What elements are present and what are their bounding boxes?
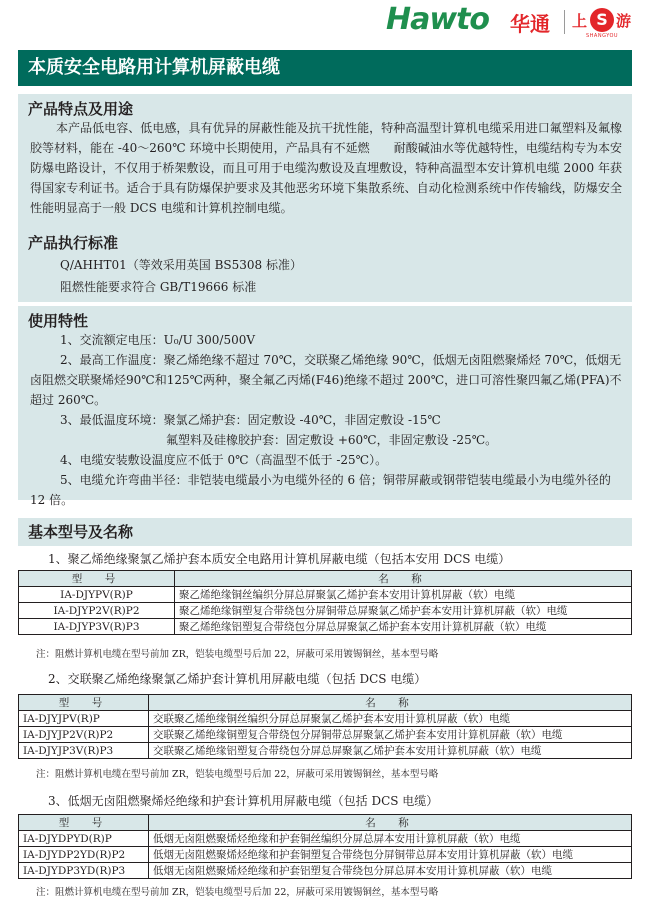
partner-logo <box>572 8 644 38</box>
name-cell: 交联聚乙烯绝缘铝塑复合带绕包分屏总屏聚氯乙烯护套本安用计算机屏蔽（软）电缆 <box>149 743 632 759</box>
hawto-logo-cn: 华通 <box>510 12 550 36</box>
logo-divider <box>564 10 565 34</box>
features-body: 本产品低电容、低电感，具有优异的屏蔽性能及抗干扰性能，特种高温型计算机电缆采用进口氟塑料及氟橡胶等材料，能在 -40～260℃ 环境中长期使用，产品具有不延燃 耐酸碱油水等优越特性，电缆结构专为本安防爆电路设计，不仅用于桥架敷设，而且可用于电缆沟敷设及直埋敷设，特种高温型本安计算机电缆 2000 年获得国家专利证书。适合于具有防爆保护要求及其他恶劣环境下集散系统、自动化检测系统中作传输线，防爆安全性能明显高于一般 DCS 电缆和计算机控制电缆。 <box>30 121 622 215</box>
name-cell: 低烟无卤阻燃聚烯烃绝缘和护套铜塑复合带绕包分屏铜带总屏本安用计算机屏蔽（软）电缆 <box>149 847 632 863</box>
col-header-name: 名 称 <box>149 815 632 831</box>
table-row <box>19 847 632 863</box>
model-cell: IA-DJYPV(R)P <box>19 587 175 603</box>
col-header-name: 名 称 <box>149 695 632 711</box>
table-row <box>19 831 632 847</box>
name-cell: 交联聚乙烯绝缘铜丝编织分屏总屏聚氯乙烯护套本安用计算机屏蔽（软）电缆 <box>149 711 632 727</box>
characteristic-item: 5、电缆允许弯曲半径：非铠装电缆最小为电缆外径的 6 倍；铜带屏蔽或钢带铠装电缆最小为电缆外径的 12 倍。 <box>30 473 611 507</box>
standards-heading: 产品执行标准 <box>28 234 119 252</box>
standards-line: Q/AHHT01（等效采用英国 BS5308 标准） <box>60 258 302 272</box>
characteristic-item: 氟塑料及硅橡胶护套：固定敷设 +60℃，非固定敷设 -25℃。 <box>166 433 498 447</box>
models-table-2 <box>18 694 632 759</box>
partner-logo-right: 游 <box>616 12 632 30</box>
col-header-name: 名 称 <box>175 571 632 587</box>
page-title: 本质安全电路用计算机屏蔽电缆 <box>18 50 632 86</box>
model-cell: IA-DJYDPYD(R)P <box>19 831 149 847</box>
table-subtitle: 2、交联聚乙烯绝缘聚氯乙烯护套计算机用屏蔽电缆（包括 DCS 电缆） <box>48 672 427 686</box>
name-cell: 低烟无卤阻燃聚烯烃绝缘和护套铜丝编织分屏总屏本安用计算机屏蔽（软）电缆 <box>149 831 632 847</box>
characteristics-heading: 使用特性 <box>28 312 89 330</box>
table-note: 注：阻燃计算机电缆在型号前加 ZR，铠装电缆型号后加 22，屏蔽可采用镀锡铜丝，基本型号略 <box>36 649 439 660</box>
name-cell: 低烟无卤阻燃聚烯烃绝缘和护套铝塑复合带绕包分屏总屏本安用计算机屏蔽（软）电缆 <box>149 863 632 879</box>
characteristic-item: 4、电缆安装敷设温度应不低于 0℃（高温型不低于 -25℃）。 <box>60 453 388 467</box>
characteristics-section <box>18 306 632 507</box>
col-header-model: 型 号 <box>19 695 149 711</box>
model-cell: IA-DJYP2V(R)P2 <box>19 603 175 619</box>
table-row <box>19 711 632 727</box>
models-table-3 <box>18 814 632 879</box>
name-cell: 交联聚乙烯绝缘铜塑复合带绕包分屏铜带总屏聚氯乙烯护套本安用计算机屏蔽（软）电缆 <box>149 727 632 743</box>
table-subtitle: 3、低烟无卤阻燃聚烯烃绝缘和护套计算机用屏蔽电缆（包括 DCS 电缆） <box>48 794 439 808</box>
table-row <box>19 863 632 879</box>
models-section <box>18 518 632 546</box>
features-heading: 产品特点及用途 <box>28 100 134 118</box>
col-header-model: 型 号 <box>19 815 149 831</box>
standards-section <box>18 228 632 302</box>
model-cell: IA-DJYJPV(R)P <box>19 711 149 727</box>
model-cell: IA-DJYDP3YD(R)P3 <box>19 863 149 879</box>
partner-logo-caption: SHANGYOU <box>586 33 619 39</box>
standards-line: 阻燃性能要求符合 GB/T19666 标准 <box>60 280 257 294</box>
table-row <box>19 619 632 635</box>
table-row <box>19 603 632 619</box>
name-cell: 聚乙烯绝缘铜丝编织分屏总屏聚氯乙烯护套本安用计算机屏蔽（软）电缆 <box>175 587 632 603</box>
col-header-model: 型 号 <box>19 571 175 587</box>
partner-logo-emblem: S <box>590 8 614 32</box>
models-table-1 <box>18 570 632 635</box>
table-note: 注：阻燃计算机电缆在型号前加 ZR，铠装电缆型号后加 22，屏蔽可采用镀锡铜丝，基本型号略 <box>36 887 439 898</box>
model-cell: IA-DJYJP2V(R)P2 <box>19 727 149 743</box>
partner-logo-left: 上 <box>572 12 588 30</box>
name-cell: 聚乙烯绝缘铜塑复合带绕包分屏铜带总屏聚氯乙烯护套本安用计算机屏蔽（软）电缆 <box>175 603 632 619</box>
hawto-logo: Hawto <box>386 2 490 37</box>
model-cell: IA-DJYP3V(R)P3 <box>19 619 175 635</box>
characteristic-item: 1、交流额定电压：U₀/U 300/500V <box>60 333 256 347</box>
table-note: 注：阻燃计算机电缆在型号前加 ZR，铠装电缆型号后加 22，屏蔽可采用镀锡铜丝，基本型号略 <box>36 769 439 780</box>
table-row <box>19 743 632 759</box>
models-heading: 基本型号及名称 <box>28 523 134 541</box>
table-subtitle: 1、聚乙烯绝缘聚氯乙烯护套本质安全电路用计算机屏蔽电缆（包括本安用 DCS 电缆） <box>48 552 511 566</box>
model-cell: IA-DJYDP2YD(R)P2 <box>19 847 149 863</box>
table-row <box>19 587 632 603</box>
page-header <box>0 0 650 48</box>
name-cell: 聚乙烯绝缘铝塑复合带绕包分屏总屏聚氯乙烯护套本安用计算机屏蔽（软）电缆 <box>175 619 632 635</box>
features-section <box>18 94 632 248</box>
model-cell: IA-DJYJP3V(R)P3 <box>19 743 149 759</box>
characteristic-item: 3、最低温度环境：聚氯乙烯护套：固定敷设 -40℃，非固定敷设 -15℃ <box>60 413 441 427</box>
table-row <box>19 727 632 743</box>
characteristic-item: 2、最高工作温度：聚乙烯绝缘不超过 70℃，交联聚乙烯绝缘 90℃，低烟无卤阻燃聚烯烃 70℃，低烟无卤阻燃交联聚烯烃90℃和125℃两种，聚全氟乙丙烯(F46)绝缘不超过 200℃，进口可溶性聚四氟乙烯(PFA)不超过 260℃。 <box>30 353 622 407</box>
